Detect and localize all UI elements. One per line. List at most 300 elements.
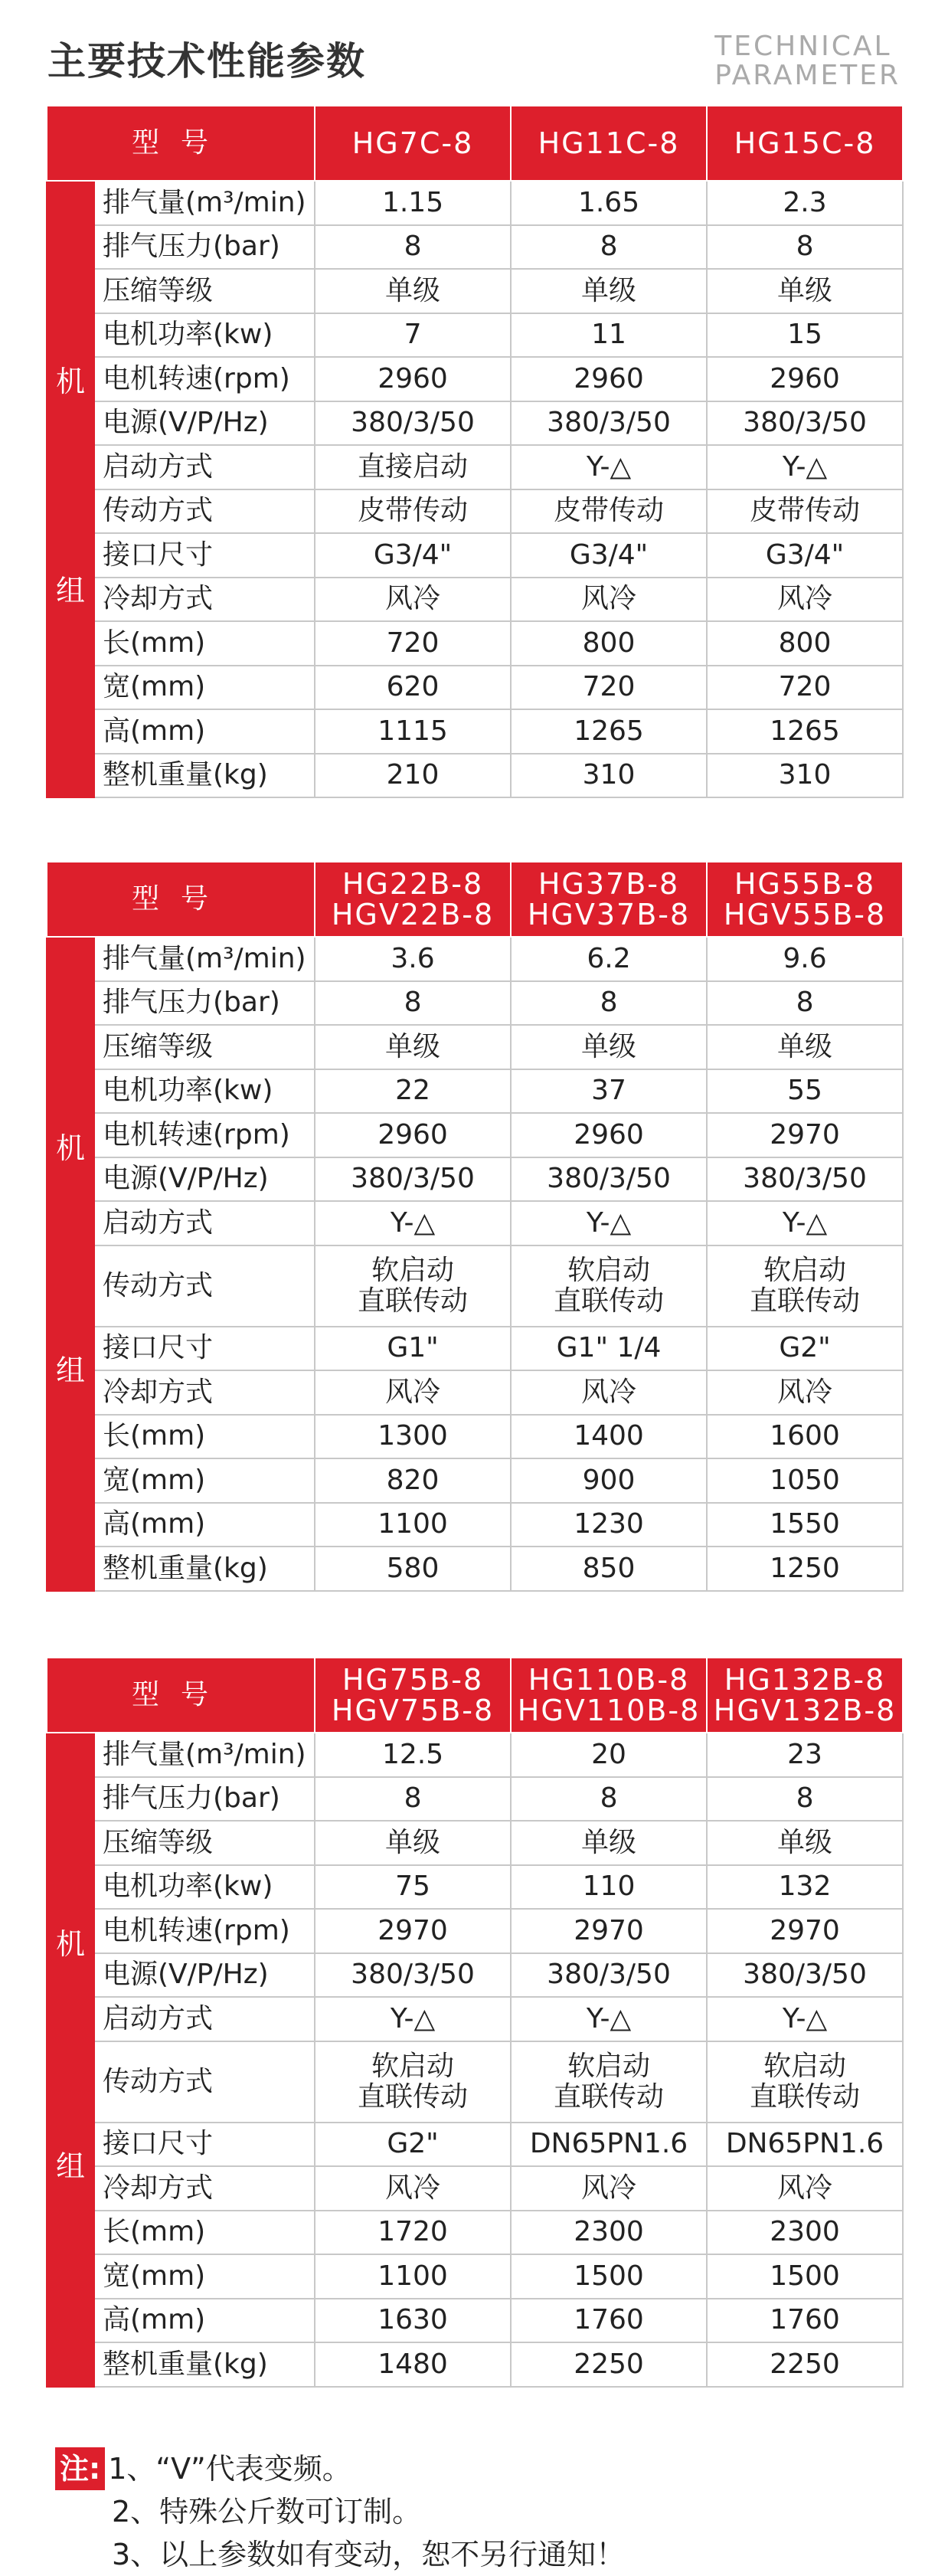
spec-value [511,533,707,578]
spec-value [511,445,707,489]
spec-value: 580 [386,1552,440,1584]
spec-value [707,2041,903,2123]
spec-value: G1" [387,1332,439,1364]
spec-label: 传动方式 [94,1245,315,1327]
spec-value [315,445,511,489]
spec-row [47,1997,903,2041]
spec-value: 1600 [770,1420,840,1452]
model-name: HG11C-8 [538,126,680,160]
unit-side-label [47,937,94,1591]
spec-value [511,1503,707,1547]
spec-value: G3/4" [373,538,453,571]
spec-value: 1230 [574,1508,644,1540]
spec-value [315,1327,511,1371]
spec-value: 1250 [770,1552,840,1584]
spec-value [315,1733,511,1777]
spec-value: 2250 [770,2348,840,2380]
spec-value: 380/3/50 [743,407,867,439]
spec-value-line-1: 软启动 [763,2050,847,2082]
note-text-3: 3、以上参数如有变动，恕不另行通知！ [112,2538,626,2571]
spec-value [511,709,707,754]
model-name [707,862,903,937]
spec-row [47,1953,903,1998]
spec-value: 风冷 [777,583,833,615]
spec-label: 接口尺寸 [94,2123,315,2167]
spec-value [315,1909,511,1953]
spec-value: 380/3/50 [351,407,475,439]
model-name-line-2: HGV132B-8 [713,1694,897,1727]
spec-value [511,1327,707,1371]
spec-value [511,2211,707,2255]
spec-row [47,269,903,313]
model-name-line-1: HG75B-8 [342,1663,484,1697]
spec-value [315,1865,511,1910]
spec-value [707,313,903,358]
spec-row [47,1503,903,1547]
spec-value: 1.65 [577,186,640,218]
spec-label: 电源(V/P/Hz) [94,401,315,446]
spec-table-2 [46,861,904,1592]
spec-value [315,709,511,754]
spec-value: 12.5 [381,1738,444,1770]
spec-label: 压缩等级 [94,1821,315,1865]
model-name [511,862,707,937]
spec-row [47,981,903,1026]
spec-table-1 [46,105,904,798]
spec-value: 1100 [378,1508,448,1540]
spec-value: 1500 [574,2260,644,2292]
spec-row [47,2166,903,2211]
spec-row [47,181,903,225]
spec-label: 电机转速(rpm) [94,1113,315,1157]
spec-row [47,666,903,710]
spec-value: 2.3 [783,186,827,218]
spec-value: G1" 1/4 [556,1332,662,1364]
spec-value: 风冷 [777,1376,833,1408]
spec-label: 冷却方式 [94,1370,315,1415]
spec-value: Y-△ [586,450,632,483]
spec-label: 长(mm) [94,1415,315,1459]
spec-row [47,533,903,578]
spec-label: 接口尺寸 [94,533,315,578]
spec-value [315,2166,511,2211]
model-name-line-1: HG110B-8 [528,1663,690,1697]
spec-value: Y-△ [782,1206,828,1239]
spec-value [315,2041,511,2123]
spec-value [511,1865,707,1910]
spec-value-line-1: 软启动 [763,1254,847,1286]
model-name-line-1: HG132B-8 [724,1663,886,1697]
spec-value: 2970 [770,1914,840,1946]
spec-value [315,981,511,1026]
spec-value [511,1157,707,1202]
spec-value: 8 [600,1782,618,1815]
spec-value: 1760 [770,2304,840,2336]
spec-value: 风冷 [777,2172,833,2204]
spec-row [47,1069,903,1114]
spec-value [511,1245,707,1327]
spec-value [707,489,903,534]
spec-value [707,1953,903,1998]
spec-row [47,1821,903,1865]
side-label-top: 机 [55,1927,85,1962]
spec-value [511,981,707,1026]
model-name-line-2: HGV75B-8 [331,1694,495,1727]
spec-value: 2300 [574,2216,644,2248]
spec-value-line-2: 直联传动 [358,2080,469,2113]
spec-value: 1265 [574,715,644,747]
model-name-line-1: HG37B-8 [538,867,680,901]
spec-row [47,1370,903,1415]
spec-value: 8 [600,987,618,1019]
spec-value [707,709,903,754]
spec-value [315,666,511,710]
spec-row [47,401,903,446]
spec-value [315,1201,511,1245]
spec-value: 单级 [385,1826,441,1858]
spec-value [511,1909,707,1953]
spec-value [511,621,707,666]
spec-value: 720 [582,671,636,703]
spec-value: 2970 [574,1914,644,1946]
side-label-bottom: 组 [55,2149,85,2183]
spec-value [707,1327,903,1371]
model-header-label: 型号 [47,862,315,937]
page-subtitle-en [714,32,901,90]
spec-value: 风冷 [385,1376,441,1408]
spec-value-line-1: 软启动 [567,1254,651,1286]
spec-value [707,754,903,798]
spec-value: 风冷 [581,583,637,615]
spec-value [707,937,903,981]
spec-table-3 [46,1657,904,2388]
spec-value: 23 [787,1738,822,1770]
spec-value [315,578,511,622]
model-name [707,106,903,181]
spec-value: 310 [778,759,832,791]
spec-value [511,2166,707,2211]
note-row-1 [55,2447,625,2490]
unit-side-label [47,181,94,797]
spec-value [315,1025,511,1069]
spec-value: 6.2 [587,942,631,974]
spec-value-line-1: 软启动 [567,2050,651,2082]
spec-row [47,489,903,534]
spec-value: 8 [796,1782,814,1815]
spec-value [707,1865,903,1910]
spec-value: 620 [386,671,440,703]
notes [55,2447,625,2576]
spec-value [707,1370,903,1415]
spec-row [47,621,903,666]
spec-label: 排气量(m³/min) [94,1733,315,1777]
spec-value [315,1370,511,1415]
spec-label: 整机重量(kg) [94,754,315,798]
spec-value: 单级 [777,1826,833,1858]
spec-value: 单级 [385,1030,441,1062]
spec-value: 132 [778,1871,832,1903]
spec-value: 2300 [770,2216,840,2248]
spec-value [511,2299,707,2343]
spec-value [707,2211,903,2255]
note-row-2 [55,2490,625,2533]
spec-row [47,937,903,981]
spec-value: 8 [600,231,618,263]
spec-value [707,1157,903,1202]
spec-row [47,1157,903,1202]
note-tag: 注: [55,2447,105,2490]
spec-value: 210 [386,759,440,791]
spec-value [511,225,707,270]
spec-value [315,2123,511,2167]
spec-value: 1050 [770,1464,840,1496]
spec-value: 风冷 [581,2172,637,2204]
spec-value [315,225,511,270]
spec-label: 启动方式 [94,1201,315,1245]
spec-value [707,1547,903,1591]
spec-value: 75 [395,1871,430,1903]
spec-value: 720 [778,671,832,703]
spec-value [707,1069,903,1114]
subtitle-line-1: TECHNICAL [714,31,892,62]
spec-value [511,1113,707,1157]
spec-label: 启动方式 [94,1997,315,2041]
spec-value [707,666,903,710]
spec-label: 冷却方式 [94,2166,315,2211]
spec-row [47,1458,903,1503]
spec-value: 单级 [581,1826,637,1858]
spec-value: 1400 [574,1420,644,1452]
spec-value-line-2: 直联传动 [554,2080,665,2113]
subtitle-line-2: PARAMETER [714,60,901,91]
spec-label: 电机转速(rpm) [94,357,315,401]
spec-value: 皮带传动 [358,495,469,527]
spec-label: 高(mm) [94,1503,315,1547]
spec-value: 380/3/50 [547,1163,671,1195]
spec-label: 电源(V/P/Hz) [94,1953,315,1998]
spec-label: 电源(V/P/Hz) [94,1157,315,1202]
spec-value [315,1069,511,1114]
spec-value [511,181,707,225]
spec-row [47,2041,903,2123]
spec-value [511,2123,707,2167]
spec-value: 风冷 [385,2172,441,2204]
spec-value: 380/3/50 [547,1959,671,1991]
spec-value [315,533,511,578]
spec-value-line-2: 直联传动 [554,1285,665,1317]
spec-row [47,1909,903,1953]
spec-label: 排气压力(bar) [94,981,315,1026]
spec-value: 380/3/50 [743,1959,867,1991]
spec-value: 单级 [385,274,441,306]
spec-value [707,2166,903,2211]
spec-value [315,2342,511,2387]
spec-value: G2" [779,1332,831,1364]
spec-value: 1630 [378,2304,448,2336]
spec-row [47,2299,903,2343]
spec-value: 820 [386,1464,440,1496]
spec-value [511,2254,707,2299]
spec-value: 7 [404,319,422,351]
spec-value [315,1503,511,1547]
spec-value: 1480 [378,2348,448,2380]
spec-row [47,225,903,270]
spec-value: Y-△ [586,2002,632,2034]
spec-label: 电机功率(kw) [94,313,315,358]
spec-value [707,1777,903,1822]
spec-value: 1100 [378,2260,448,2292]
model-name [707,1658,903,1733]
note-row-3 [55,2533,625,2576]
spec-value [707,981,903,1026]
spec-value [315,1157,511,1202]
spec-row [47,1201,903,1245]
spec-value [707,621,903,666]
unit-side-label [47,1733,94,2387]
spec-value [511,1733,707,1777]
spec-value: 皮带传动 [554,495,665,527]
spec-value [511,1821,707,1865]
spec-value [315,2211,511,2255]
spec-value [315,621,511,666]
spec-value: Y-△ [782,2002,828,2034]
spec-label: 宽(mm) [94,1458,315,1503]
spec-value: 55 [787,1075,822,1107]
spec-label: 长(mm) [94,2211,315,2255]
spec-label: 压缩等级 [94,269,315,313]
spec-value [707,1909,903,1953]
spec-value [707,1997,903,2041]
side-label-bottom: 组 [55,1353,85,1387]
model-name [511,1658,707,1733]
spec-value [511,937,707,981]
spec-value: 单级 [777,1030,833,1062]
spec-value [707,1415,903,1459]
spec-label: 宽(mm) [94,666,315,710]
spec-label: 接口尺寸 [94,1327,315,1371]
spec-value: 800 [582,627,636,659]
spec-label: 排气压力(bar) [94,225,315,270]
spec-value: 单级 [581,1030,637,1062]
spec-label: 排气压力(bar) [94,1777,315,1822]
spec-value [511,578,707,622]
spec-value [511,1370,707,1415]
note-text-1: 1、“V”代表变频。 [108,2452,351,2486]
side-label-bottom: 组 [55,573,85,607]
spec-value [707,1245,903,1327]
spec-value: Y-△ [782,450,828,483]
spec-row [47,1327,903,1371]
spec-value [707,533,903,578]
spec-value [511,2041,707,2123]
spec-row [47,1865,903,1910]
spec-value [511,1025,707,1069]
spec-value: 皮带传动 [750,495,861,527]
spec-value [315,1245,511,1327]
spec-value [511,401,707,446]
spec-value [707,225,903,270]
spec-value: 1300 [378,1420,448,1452]
spec-value: 8 [404,987,422,1019]
model-header-label: 型号 [47,1658,315,1733]
spec-value: DN65PN1.6 [529,2128,688,2160]
spec-value: 9.6 [783,942,827,974]
spec-value [511,1997,707,2041]
spec-value: 8 [404,1782,422,1815]
spec-row [47,2123,903,2167]
spec-label: 电机转速(rpm) [94,1909,315,1953]
spec-value: 2960 [770,362,840,394]
spec-value: 2960 [378,362,448,394]
spec-value: Y-△ [390,2002,436,2034]
spec-row [47,578,903,622]
page-header [0,0,948,100]
spec-value [707,1113,903,1157]
spec-value: 11 [591,319,626,351]
spec-value: 1.15 [381,186,444,218]
spec-value [707,578,903,622]
spec-value [511,1458,707,1503]
spec-value [315,1777,511,1822]
spec-value: Y-△ [390,1206,436,1239]
spec-value: 1115 [378,715,448,747]
spec-value [315,489,511,534]
spec-value [511,357,707,401]
spec-value: 2970 [378,1914,448,1946]
spec-value [707,269,903,313]
model-name [315,1658,511,1733]
spec-row [47,313,903,358]
spec-value: 3.6 [391,942,435,974]
spec-value: 15 [787,319,822,351]
model-name-line-2: HGV37B-8 [527,898,691,931]
spec-value [315,1458,511,1503]
spec-label: 长(mm) [94,621,315,666]
model-name-line-2: HGV22B-8 [331,898,495,931]
spec-value [315,313,511,358]
spec-value [511,1953,707,1998]
spec-value: 380/3/50 [351,1959,475,1991]
model-name-line-1: HG22B-8 [342,867,484,901]
spec-value [707,2123,903,2167]
spec-value: 2250 [574,2348,644,2380]
spec-label: 宽(mm) [94,2254,315,2299]
spec-value [315,1547,511,1591]
spec-label: 高(mm) [94,709,315,754]
spec-value [511,2342,707,2387]
spec-row [47,1415,903,1459]
spec-value: 110 [582,1871,636,1903]
note-text-2: 2、特殊公斤数可订制。 [112,2495,422,2529]
spec-value [315,1113,511,1157]
model-name-line-1: HG55B-8 [734,867,876,901]
spec-row [47,2342,903,2387]
spec-value: 1500 [770,2260,840,2292]
spec-row [47,357,903,401]
spec-value: DN65PN1.6 [725,2128,884,2160]
spec-value [707,1025,903,1069]
model-header-row [47,862,903,937]
spec-value: 1720 [378,2216,448,2248]
spec-value [707,1821,903,1865]
spec-value: 1265 [770,715,840,747]
spec-value [315,937,511,981]
spec-value: 310 [582,759,636,791]
spec-label: 传动方式 [94,489,315,534]
spec-row [47,1777,903,1822]
spec-value [511,313,707,358]
spec-row [47,2211,903,2255]
